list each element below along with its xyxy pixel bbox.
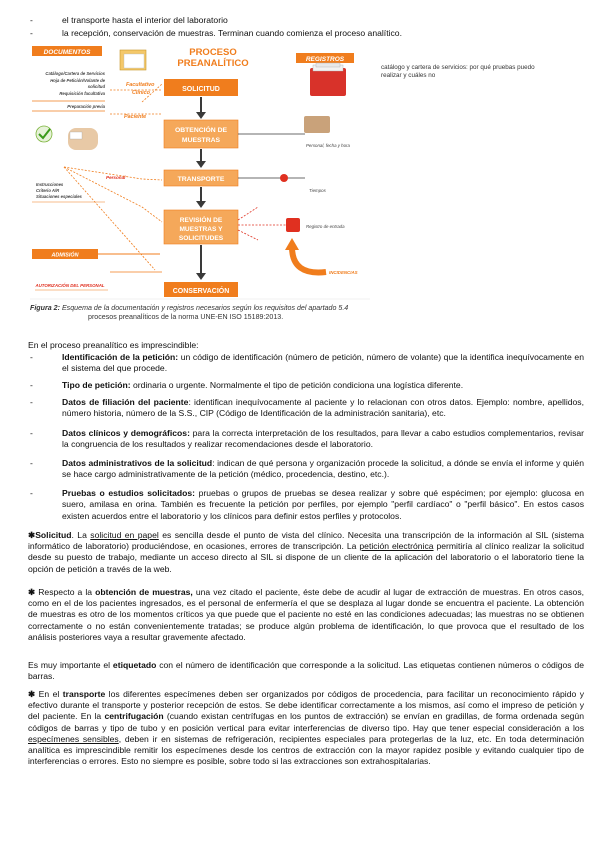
stage-solicitud-label: SOLICITUD xyxy=(182,86,220,93)
stage-transporte-label: TRANSPORTE xyxy=(177,176,225,183)
stage-obtencion-label-1: OBTENCIÓN DE xyxy=(174,127,228,134)
diagram-title-2: PREANALÍTICO xyxy=(177,58,249,69)
diagram-title-1: PROCESO xyxy=(189,47,237,58)
admision-label: ADMISIÓN xyxy=(51,252,79,259)
req-tipo: - Tipo de petición: ordinaria o urgente. Normalmente el tipo de petición condiciona una logística diferente. xyxy=(30,380,464,390)
req-administrativos: - Datos administrativos de la solicitud: indican de qué persona y organización procede la solicitud, a dónde se envía el informe y quién se hace cargo administrativamente de la petición (médico, procedencia, destino, etc.). xyxy=(30,458,584,480)
autorizacion-label: AUTORIZACIÓN DEL PERSONAL xyxy=(35,283,105,288)
solicitud-paragraph: ✱Solicitud. La solicitud en papel es sencilla desde el punto de vista del clínico. Necesita una transcripción de la información al SIL (sistema informático de laboratorio) produciéndose, en ocasiones, errores de transcripción. La petición electrónica permitiría al clínico realizar la solicitud desde su puesto de trabajo, mediante un acceso directo al SIL si dispone de un cliente de la aplicación del laboratorio o el laboratorio tiene la opción de petición a través de la web. xyxy=(28,530,584,574)
reg-entrada: Registro de entrada xyxy=(306,224,345,229)
stage-revision-label-2: MUESTRAS Y xyxy=(179,226,223,233)
req-filiacion: - Datos de filiación del paciente: identifican inequívocamente al paciente y lo relacionan con otros datos. Ejemplo: nombre, apellidos, número historia, número de la S.S., CIP (Código de Identificación de la administración sanitaria), etc. xyxy=(30,397,584,419)
req-pruebas: - Pruebas o estudios solicitados: pruebas o grupos de pruebas se desea realizar y sobre qué espécimen; por ejemplo: glucosa en suero, amilasa en orina. También es frecuente la petición por perfiles, por ejemplo "perfil cardíaco" o "perfil básico". En estos casos existen acuerdos entre el laboratorio y los clínicos para definir estos perfiles y protocolos. xyxy=(30,488,584,521)
etiquetado-paragraph: Es muy importante el etiquetado con el número de identificación que corresponde a la solicitud. Las etiquetas contienen números o códigos de barras. xyxy=(28,660,584,682)
label-facultativo: Facultativo xyxy=(126,82,155,88)
side-note: catálogo y cartera de servicios: por qué pruebas puedo realizar y cuáles no xyxy=(381,64,535,80)
doc-hoja-peticion: Hoja de Petición/Volante de xyxy=(50,78,105,83)
reg-personal: Personal, fecha y hora xyxy=(306,143,350,148)
stage-solicitud xyxy=(164,79,238,96)
label-clinico: Clínico xyxy=(132,90,150,96)
document-page: - el transporte hasta el interior del laboratorio - la recepción, conservación de muestras. Terminan cuando comienza el proceso analítico. DOCUMENTOS PROCESO PREANALÍTICO REGISTROS Catálogo/Cartera de Servicios Hoja de Petición/Volante de solicitud Requisición facultativa Preparación previa Facultativo Clínico Paciente Personal Instrucciones Criterio A/R Situaciones especiales ADMISIÓN AUTORIZACIÓN DEL PERSONAL SOLICITUD OBTENCIÓN DE MUESTRAS TRANSPORTE REVISIÓN DE MUESTRAS Y SOLICITUDES CONSERVACIÓN Personal, fecha y hora Tiempos Registro de entrada INCIDENCIAS catálogo y cartera de servicios: por qué pruebas puedo realizar y cuáles no Figura 2: Esquema de la documentación y registros necesarios según los requisitos del apartado 5.4 procesos preanalíticos de la norma UNE-EN ISO 15189:2013. En el proceso preanalítico es imprescindible: - Identificación de la petición: un código de identificación (número de petición, número de volante) que la identifica inequívocamente en el sistema del que procede. - Tipo de petición: ordinaria o urgente. Normalmente el tipo de petición condiciona una logística diferente. - Datos de filiación del paciente: identifican inequívocamente al paciente y lo relacionan con otros datos. Ejemplo: nombre, apellidos, número historia, número de la S.S., CIP (Código de Identificación de la administración sanitaria), etc. - Datos clínicos y demográficos: para la correcta interpretación de los resultados, para llevar a cabo estudios complementarios, revisar la congruencia de los resultados y realizar recomendaciones desde el laboratorio. - Datos administrativos de la solicitud: indican de qué persona y organización procede la solicitud, a dónde se envía el informe y quién se hace cargo administrativamente de la petición (médico, procedencia, destino, etc.). - Pruebas o estudios solicitados: pruebas o grupos de pruebas se desea realizar y sobre qué espécimen; por ejemplo: glucosa en suero, amilasa en orina. También es frecuente la petición por perfiles, por ejemplo "perfil cardíaco" o "perfil básico". En estos casos existen acuerdos entre el laboratorio y los clínicos para definir estos perfiles y protocolos. ✱Solicitud. La solicitud en papel es sencilla desde el punto de vista del clínico. Necesita una transcripción de la información al SIL (sistema informático de laboratorio) produciéndose, en ocasiones, errores de transcripción. La petición electrónica permitiría al clínico realizar la solicitud desde su puesto de trabajo, mediante un acceso directo al SIL si dispone de un cliente de la aplicación del laboratorio o el laboratorio tiene la opción de petición a través de la web. ✱ Respecto a la obtención de muestras, una vez citado el paciente, éste debe de acudir al lugar de extracción de muestras. En otros casos, como en el de los pacientes ingresados, es el personal de enfermería el que se desplaza al lugar donde se encuentra el paciente. La obtención de muestras es otro de los momentos críticos ya que puede que el paciente no esté en las condiciones adecuadas; las muestras no se obtienen correctamente o no están convenientemente tratadas; se produce algún problema de identificación, lo que provoca que el resultado de los análisis posteriores vaya a resultar gravemente afectado. Es muy importante el etiquetado con el número de identificación que corresponde a la solicitud. Las etiquetas contienen números o códigos de barras. ✱ En el transporte los diferentes especímenes deben ser organizados por códigos de procedencia, para facilitar un reconocimiento rápido y efectivo durante el transporte y posterior recepción de estos. Se debe identificar correctamente a los mismos, así como el impreso de petición y del paciente. En la centrifugación (cuando existan centrífugas en los puntos de extracción) se envían en gradillas, de forma ordenada según códigos de barras y tipo de tubo y en posición vertical para evitar interferencias de diverso tipo. Hay que tener especial consideración a los especímenes sensibles, deben ir en sistemas de refrigeración, recipientes especiales para protegerlas de la luz, etc. En toda determinación analítica es imprescindible remitir los especímenes desde los centros de extracción con la mayor rapidez posible y evitando cualquier tipo de interferencias o errores. Esto no siempre es posible, sobre todo si las extracciones son extrahospitalarias. xyxy=(28,15,585,767)
doc-requisicion: Requisición facultativa xyxy=(59,91,105,96)
stage-conservacion-label: CONSERVACIÓN xyxy=(172,288,230,295)
doc-solicitud: solicitud xyxy=(87,84,105,89)
bullet-dash: - xyxy=(30,15,33,25)
documents-header: DOCUMENTOS xyxy=(43,49,91,56)
doc-preparacion: Preparación previa xyxy=(67,104,105,109)
doc-instrucciones: Instrucciones xyxy=(36,182,64,187)
stage-obtencion-label-2: MUESTRAS xyxy=(181,137,221,144)
stage-revision-label-1: REVISIÓN DE xyxy=(179,217,223,224)
figure-caption: Figura 2: Esquema de la documentación y registros necesarios según los requisitos del apartado 5.4 procesos preanalíticos de la norma UNE-EN ISO 15189:2013. xyxy=(30,304,349,321)
doc-situaciones: Situaciones especiales xyxy=(36,194,82,199)
intro-text: En el proceso preanalítico es imprescindible: xyxy=(28,340,199,350)
req-clinicos: - Datos clínicos y demográficos: para la correcta interpretación de los resultados, para llevar a cabo estudios complementarios, revisar la congruencia de los resultados y realizar recomendaciones desde el laboratorio. xyxy=(30,428,585,450)
reg-incidencias: INCIDENCIAS xyxy=(329,270,358,275)
stage-transporte xyxy=(164,170,238,186)
registros-header: REGISTROS xyxy=(305,56,345,63)
req-identificacion: - Identificación de la petición: un código de identificación (número de petición, número de volante) que la identifica inequívocamente en el sistema del que procede. xyxy=(30,352,584,374)
label-paciente: Paciente xyxy=(124,114,147,120)
doc-criterio: Criterio A/R xyxy=(36,188,60,193)
stage-obtencion xyxy=(164,120,238,148)
label-personal: Personal xyxy=(106,175,126,180)
stage-revision-label-3: SOLICITUDES xyxy=(178,235,224,242)
transporte-paragraph: ✱ En el transporte los diferentes especímenes deben ser organizados por códigos de procedencia, para facilitar un reconocimiento rápido y efectivo durante el transporte y posterior recepción de estos. Se debe identificar correctamente a los mismos, así como el impreso de petición y del paciente. En la centrifugación (cuando existan centrífugas en los puntos de extracción) se envían en gradillas, de forma ordenada según códigos de barras y tipo de tubo y en posición vertical para evitar interferencias de diverso tipo. Hay que tener especial consideración a los especímenes sensibles, deben ir en sistemas de refrigeración, recipientes especiales para protegerlas de la luz, etc. En toda determinación analítica es imprescindible remitir los especímenes desde los centros de extracción con la mayor rapidez posible y evitando cualquier tipo de interferencias o errores. Esto no siempre es posible, sobre todo si las extracciones son extrahospitalarias. xyxy=(28,689,585,767)
bullet-dash: - xyxy=(30,28,33,38)
obtencion-paragraph: ✱ Respecto a la obtención de muestras, una vez citado el paciente, éste debe de acudir al lugar de extracción de muestras. En otros casos, como en el de los pacientes ingresados, es el personal de enfermería el que se desplaza al lugar donde se encuentra el paciente. La obtención de muestras es otro de los momentos críticos ya que puede que el paciente no esté en las condiciones adecuadas; las muestras no se obtienen correctamente o no están convenientemente tratadas; se produce algún problema de identificación, lo que provoca que el resultado de los análisis posteriores vaya a resultar gravemente afectado. xyxy=(28,587,585,642)
doc-catalogo: Catálogo/Cartera de Servicios xyxy=(45,71,105,76)
stage-revision xyxy=(164,210,238,244)
stage-conservacion xyxy=(164,282,238,297)
reg-tiempos: Tiempos xyxy=(309,188,326,193)
preanalytic-diagram xyxy=(30,42,370,300)
